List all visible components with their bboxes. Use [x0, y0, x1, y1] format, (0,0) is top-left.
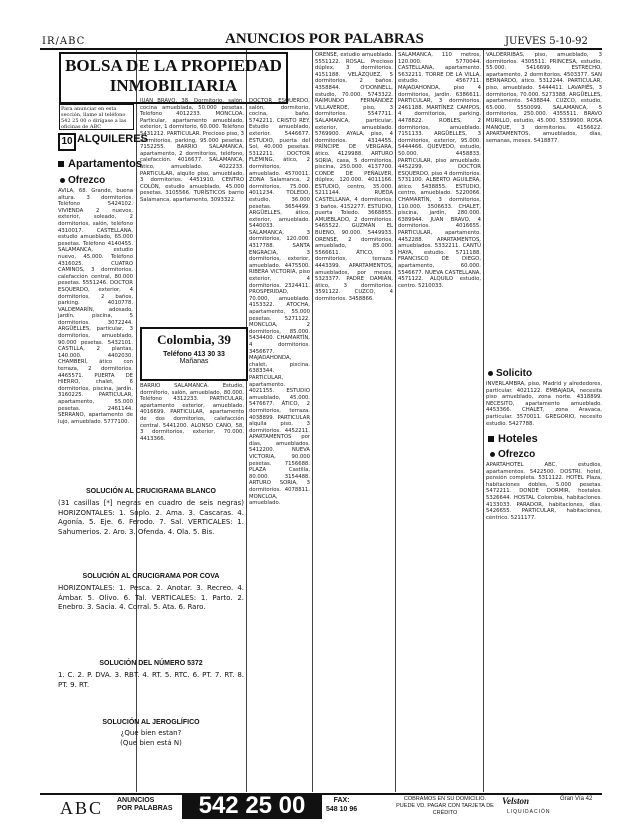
category-number: 10 [58, 133, 76, 151]
footer-payment-text: COBRAMOS EN SU DOMICILIO. PUEDE VD. PAGAR CON TARJETA DE CRÉDITO [396, 796, 494, 816]
solution-jeroglifico-title: SOLUCIÓN AL JEROGLÍFICO [102, 719, 200, 726]
solutions-block [58, 488, 244, 788]
column-divider [395, 50, 396, 792]
solution-jeroglifico-text2: (Que bien está N) [120, 738, 182, 747]
colombia-hours: Mañanas [179, 358, 209, 365]
page-ref: IR/ABC [42, 36, 86, 47]
circle-bullet-icon [60, 178, 65, 183]
footer-anuncios-line1: ANUNCIOS [117, 797, 155, 804]
colombia-ad-box [140, 327, 248, 381]
ads-column-3: DOCTOR ESQUERDO, salón, dormitorio, cocina, baño. 5742211. CRISTO REY. Estudio amueblado, exterior. 5446677. ESTUDIO, puerta del Sol, 40.000 pesetas. 5312211. DOCTOR FLEMING, ático, 2 dormitorios, amueblado. 4570011. ZONA Salamanca, 2 dormitorios, 75.000. 4011234. TOLEDO, estudio, 36.000 pesetas. 3654499. ARGÜELLES, ático, exterior, amueblado. 5440033. SALAMANCA, 3 dormitorios, 120.000. 4317788. SANTA ENGRACIA, 3 dormitorios, exterior, amueblado. 4475500. RIBERA VICTORIA, piso exterior, 4 dormitorios. 2324411. PROSPERIDAD, 70.000, amueblado. 4153322. ATOCHA, apartamento, 55.000 pesetas. 5271122. MONCLOA, 2 dormitorios, 85.000. 5434400. CHAMARTÍN, 4 dormitorios. 3456677. MAJADAHONDA, chalet, piscina. 6383344. PARTICULAR, apartamento. 4021155. ESTUDIO amueblado, 45.000. 5476677. ÁTICO, 2 dormitorios, terraza. 4038899. PARTICULAR alquila piso, 3 dormitorios. 4452211. APARTAMENTOS por días, amueblados. 5412200. NUEVA VICTORIA, 90.000 pesetas. 7156688. PLAZA Castilla, 80.000. 3154488. ARTURO SORIA, 3 dormitorios. 4078811. MONCLOA, amueblado. [249, 98, 310, 507]
ads-column-5: SALAMANCA, 110 metros, 120.000. 5770044. CASTELLANA, apartamento. 5632211. TORRE DE LA VILLA, estudio. 4567711. MAJADAHONDA, piso 4 dormitorios, jardín. 6386611. PARTICULAR, 3 dormitorios. 2461188. MARTÍNEZ CAMPOS, 4 dormitorios, parking. 4478822. ROBLES, 2 dormitorios, amueblado. 7151133. ARGÜELLES, 3 dormitorios, exterior, 95.000. 5444466. QUEVEDO, estudio, 50.000. 4458833. PARTICULAR, piso amueblado. 4452299. DOCTOR ESQUERDO, piso 4 dormitorios. 5731100. ALBERTO AGUILERA, ático. 5438855. ESTUDIO, centro, amueblado. 5220066. CHAMARTÍN, 3 dormitorios, 110.000. 3506633. CHALET, piscina, jardín, 280.000. 6389944. JUAN BRAVO, 4 dormitorios. 4016655. PARTICULAR, apartamento. 4452288. APARTAMENTOS, amueblados. 5332211. CANTÚ HAYA, estudio. 5711188. FRANCISCO DE DIEGO, apartamento, 60.000. 5546677. NUEVA CASTELLANA. 4571122. ALQUILO estudio, centro. 5210033. [398, 52, 481, 289]
subsection-ofrezco-hoteles-label: Ofrezco [498, 449, 536, 460]
ads-column-4: ORENSE, estudio amueblado. 5551122. ROSAL. Precioso dúplex, 3 dormitorios. 4151188. VELÁZQUEZ, 5 dormitorios, 2 baños. 4358844. O'DONNELL, estudio, 70.000. 5743322. RAIMUNDO FERNÁNDEZ VILLAVERDE, piso, 3 dormitorios. 5547711. SALAMANCA, particular, exterior, amueblado. 5769900. AYALA, piso, 4 dormitorios. 4314455. PRÍNCIPE DE VERGARA, ático. 4129988. ARTURO SORIA, casa, 5 dormitorios, piscina, 250.000. 4137700. CONDE DE PEÑALVER, dúplex, 120.000. 4011166. ESTUDIO, centro, 35.000. 5211144. RUEDA CASTELLANA, 4 dormitorios, 3 baños. 4152277. ESTUDIO, puerta Toledo. 3668855. AMUEBLADO, 2 dormitorios. 5465522. GUZMÁN EL BUENO, 90.000. 5449933. ORENSE, 2 dormitorios, amueblado, 85.000. 5566611. ÁTICO, 3 dormitorios, terraza. 4443399. APARTAMENTOS, amueblados, por meses. 5323377. PADRE DAMIÁN, ático, 3 dormitorios. 3591122. CUZCO, 4 dormitorios. 3458866. [315, 52, 393, 302]
solution-numero-text: 1. C. 2. P. DVA. 3. RBT. 4. RT. 5. RTC. 6. PT. 7. RT. 8. PT. 9. RT. [58, 671, 244, 689]
footer-fax-label: FAX: [333, 797, 350, 804]
section-hoteles-label: Hoteles [498, 433, 538, 445]
section-hoteles [488, 433, 538, 445]
bolsa-title-box [59, 52, 288, 104]
circle-bullet-icon [488, 371, 493, 376]
bolsa-title-line1: BOLSA DE LA PROPIEDAD [65, 56, 282, 75]
bolsa-info-box: Para anunciar en esta sección, llame al teléfono 542 25 00 o dirígase a las oficinas de ABC [59, 104, 134, 130]
column-divider [312, 50, 313, 792]
footer-brand: ABC [60, 798, 104, 818]
ads-column-2: JUAN BRAVO, 38. Dormitorio, salón, cocina amueblada, 50.000 pesetas. Teléfono 4012233. MONCLOA. Particular, apartamento amueblado, exterior, 1 dormitorio, 60.000. Teléfono 5431212. PARTICULAR. Precioso piso, 3 dormitorios, parking, 95.000 pesetas. 7152255. BARRIO SALAMANCA, apartamento, 2 dormitorios, teléfono, calefacción. 4016677. SALAMANCA, ático, amueblado. 4022233. PARTICULAR, alquilo piso, amueblado, 3 dormitorios. 4451910. CENTRO COLÓN, estudio amueblado, 45.000 pesetas. 3105566. TURÍSTICOS barrio Salamanca, apartamento, 3093322. [140, 98, 244, 203]
solution-jeroglifico-text1: ¿Que bien estan? [120, 729, 182, 737]
header-rule [40, 48, 602, 50]
subsection-ofrezco-hoteles [490, 449, 535, 460]
solution-numero-title: SOLUCIÓN DEL NÚMERO 5372 [99, 660, 203, 667]
solution-blanco-title: SOLUCIÓN AL CRUCIGRAMA BLANCO [85, 488, 216, 495]
footer-company-extra: Gran Vía 42 [560, 796, 593, 802]
solution-cova-text: HORIZONTALES: 1. Pesca. 2. Anotar. 3. Recreo. 4. Ámbar. 5. Olivo. 6. Tal. VERTICALES: 1. Parto. 2. Enebro. 3. Sacia. 4. Corral. 5. Ata. 6. Raro. [58, 584, 244, 611]
subsection-solicito [488, 368, 532, 379]
ads-hoteles: APARTAHOTEL ABC, estudios, apartamentos. 5422500. DOSTRI, hotel, pensión completa. 5311122. HOTEL Plaza, habitaciones dobles, 5.000 pesetas. 5472211. DONDE DORMIR, hostales. 5326644. HOSTAL Colombia, habitaciones. 4133033. PARADOR, habitaciones, días. 5426655. PARTICULAR, habitaciones, céntrico. 5211177. [486, 462, 602, 521]
footer-anuncios-line2: POR PALABRAS [117, 805, 173, 812]
ads-column-2b: BARRIO SALAMANCA. Estudio, dormitorio, salón, amueblado, 80.000. Teléfono 4312233. PARTICULAR, apartamento exterior, amueblado. 4016699. PARTICULAR, apartamento de dos dormitorios, calefacción central. 5441200. ALONSO CANO, 58, 3 dormitorios, exterior, 70.000. 4413366. [140, 383, 244, 442]
ads-column-1: ÁVILA, 68. Grande, buena altura. 3 dormitorios. Teléfono 5424102. VIVIENDA 2 nuevos, exterior, soleado, 2 dormitorios, salón, teléfono 4310017. CASTELLANA, estudio amueblado, 65.000 pesetas. Teléfono 4140455. SALAMANCA, estudio nuevo, 45.000. Teléfono 4316025. CUATRO CAMINOS, 3 dormitorios, calefacción central, 80.000 pesetas. 5551246. DOCTOR ESQUERDO, exterior, 4 dormitorios, 2 baños, parking. 4010778. VALDEMARÍN, adosado, jardín, piscina, 5 dormitorios. 3072244. ARGÜELLES, particular, 3 dormitorios, amueblado, 90.000 pesetas. 5432101. CASTILLA, 2 plantas, 140.000. 4402030. CHAMBERÍ, ático con terraza, 2 dormitorios. 4465571. PUERTA DE HIERRO, chalet, 6 dormitorios, piscina, jardín. 3160225. PARTICULAR, apartamento, 55.000 pesetas. 2461144. SERRANO, apartamento de lujo, amueblado. 5777100. [58, 188, 133, 425]
solution-cova-title: SOLUCIÓN AL CRUCIGRAMA POR COVA [82, 573, 220, 580]
footer-fax-number: 548 10 96 [326, 806, 358, 813]
section-apartamentos-label: Apartamentos [68, 158, 142, 170]
column-divider [246, 50, 247, 792]
section-apartamentos [58, 158, 142, 170]
solution-blanco-text: (31 casillas [*] negras en cuadro de seis negras) HORIZONTALES: 1. Soplo. 2. Ama. 3. Cascaras. 4. Agonía. 5. Eje. 6. Ferodo. 7. Sal. VERTICALES: 1. Sahumerios. 2. Aro. 3. Ofenda. 4. Ola. 5. Bis. [58, 499, 244, 536]
subsection-ofrezco-label: Ofrezco [68, 175, 106, 186]
bolsa-title-line2: INMOBILIARIA [109, 76, 238, 95]
square-bullet-icon [488, 436, 494, 442]
ads-column-6: VALDERRIBAS, piso, amueblado, 3 dormitorios. 4305511. PRINCESA, estudio, 55.000. 5416699. ESTRECHO, apartamento, 2 dormitorios. 4503377. SAN BERNARDO, ático. 5312244. PARTICULAR, piso, amueblado. 5444411. LAVAPIÉS, 3 dormitorios, 70.000. 5273388. ARGÜELLES, apartamento. 5438844. CUZCO, estudio, 65.000. 5550099. SALAMANCA, 5 dormitorios, 250.000. 4355511. BRAVO MURILLO, estudio, 45.000. 5339900. ROSA MANQUE, 3 dormitorios. 4156622. APARTAMENTOS, amueblados, días, semanas, meses. 5418877. [486, 52, 602, 144]
column-divider [483, 50, 484, 792]
category-label: ALQUILERES [77, 133, 148, 145]
footer-phone: 542 25 00 [182, 793, 322, 819]
square-bullet-icon [58, 161, 64, 167]
ads-solicito: INVERLAMBRA, piso, Madrid y alrededores, particular. 4021122. EMBAJADA, necesita piso amueblado, zona norte. 4318899. NECESITO, apartamento amueblado. 4453366. CHALET, zona Aravaca, particular. 3570011. GREGORIO, necesito estudio. 5427788. [486, 381, 602, 427]
footer-company-sub: LIQUIDACIÓN [507, 809, 551, 815]
footer-company: Velston [502, 796, 530, 806]
footer-fax [326, 796, 357, 814]
footer-anuncios [117, 797, 172, 813]
subsection-solicito-label: Solicito [496, 368, 533, 379]
subsection-ofrezco [60, 175, 105, 186]
section-title: ANUNCIOS POR PALABRAS [225, 31, 424, 47]
circle-bullet-icon [490, 452, 495, 457]
colombia-title: Colombia, 39 [157, 332, 231, 347]
colombia-phone: Teléfono 413 30 33 [163, 351, 225, 358]
page-date: JUEVES 5-10-92 [505, 36, 588, 47]
